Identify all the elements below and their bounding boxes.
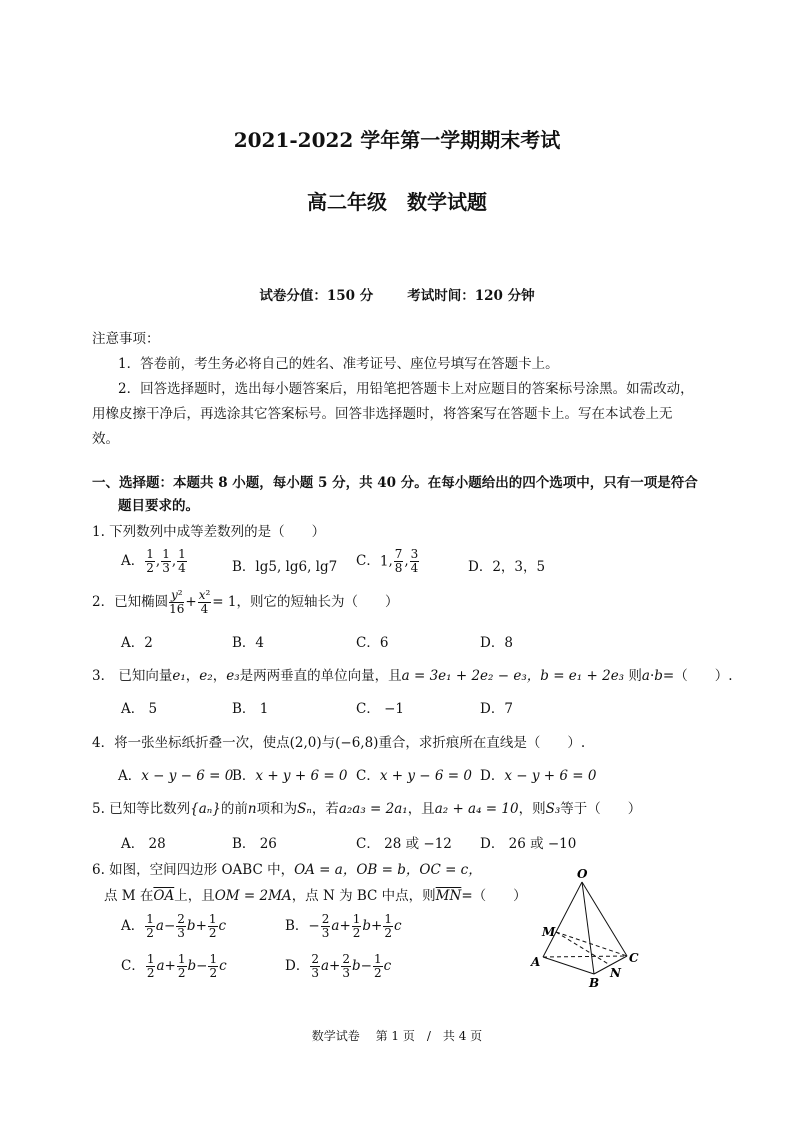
q5-option-d: D． 26 或 −10 — [480, 836, 577, 852]
section-heading-2: 题目要求的。 — [118, 498, 199, 514]
segment-mn — [556, 932, 610, 965]
q3-option-c: C． −1 — [356, 701, 405, 717]
edge-ab — [543, 957, 594, 974]
note-2a: 2．回答选择题时，选出每小题答案后，用铅笔把答题卡上对应题目的答案标号涂黑。如需改动， — [118, 381, 694, 397]
q2-option-c: C．6 — [356, 635, 389, 651]
label-o: O — [577, 867, 588, 881]
note-2c: 效。 — [92, 431, 119, 447]
score-text: 试卷分值：150 分 — [259, 288, 374, 304]
q1-option-b: B．lg5, lg6, lg7 — [232, 559, 338, 575]
q6-option-d: D． $\frac{2}{3}$ a+ $\frac{2}{3}$ b− $\frac{1}{2}$ c — [285, 952, 392, 980]
q2-option-d: D．8 — [480, 635, 513, 651]
label-n: N — [610, 966, 621, 980]
q1-option-a: A． $\frac{1}{2}$ , $\frac{1}{3}$ , $\frac{1}{4}$ — [121, 547, 186, 575]
q3-option-d: D．7 — [480, 701, 513, 717]
q6-option-c: C． $\frac{1}{2}$ a+ $\frac{1}{2}$ b− $\frac{1}{2}$ c — [121, 952, 227, 980]
exam-title: 2021-2022 学年第一学期期末考试 — [233, 128, 561, 152]
q2-option-b: B．4 — [232, 635, 265, 651]
q3-option-a: A． 5 — [121, 701, 158, 717]
q5-option-b: B． 26 — [232, 836, 277, 852]
page-footer: 数学试卷 第 1 页 / 共 4 页 — [311, 1029, 483, 1043]
q2-stem: 2．已知椭圆 $\frac{\text{y²}}{16}$ + $\frac{\text{x²}}{4}$ = 1，则它的短轴长为（ ） — [92, 588, 399, 616]
notes-heading: 注意事项： — [92, 331, 160, 347]
label-c: C — [629, 951, 639, 965]
q5-option-c: C． 28 或 −12 — [356, 836, 452, 852]
exam-info — [0, 284, 794, 304]
q6-option-b: B．− $\frac{2}{3}$ a+ $\frac{1}{2}$ b+ $\frac{1}{2}$ c — [285, 912, 402, 940]
edge-oa — [543, 882, 582, 957]
tetrahedron-diagram — [525, 866, 645, 992]
exam-subtitle: 高二年级 数学试题 — [307, 190, 487, 214]
edge-oc — [582, 882, 627, 956]
q5-option-a: A． 28 — [121, 836, 166, 852]
q6-stem-1: 6. 如图，空间四边形 OABC 中，OA = a，OB = b，OC = c， — [92, 862, 482, 878]
edge-ac — [543, 956, 627, 957]
q3-stem: 3． 已知向量e₁，e₂，e₃是两两垂直的单位向量，且a = 3e₁ + 2e₂ − e₃，b = e₁ + 2e₃ 则a·b=（ ）. — [92, 668, 733, 684]
q3-option-b: B． 1 — [232, 701, 269, 717]
q4-stem: 4．将一张坐标纸折叠一次，使点(2,0)与(−6,8)重合，求折痕所在直线是（ ）. — [92, 735, 586, 751]
q5-stem: 5. 已知等比数列{aₙ}的前n项和为Sₙ，若a₂a₃ = 2a₁，且a₂ + a₄ = 10，则S₃等于（ ） — [92, 801, 642, 817]
label-b: B — [589, 976, 600, 990]
q6-stem-2: 点 M 在$\overline{OA}$上，且OM = 2MA，点 N 为 BC 中点，则$\overline{MN}=$（ ） — [104, 888, 527, 904]
label-a: A — [531, 955, 541, 969]
note-1: 1．答卷前，考生务必将自己的姓名、准考证号、座位号填写在答题卡上。 — [118, 356, 559, 372]
note-2b: 用橡皮擦干净后，再选涂其它答案标号。回答非选择题时，将答案写在答题卡上。写在本试卷上无 — [92, 406, 673, 422]
q1-option-d: D．2，3，5 — [468, 559, 546, 575]
q1-stem: 1. 下列数列中成等差数列的是（ ） — [92, 524, 326, 540]
section-heading: 一、选择题：本题共 8 小题，每小题 5 分，共 40 分。在每小题给出的四个选项中，只有一项是符合 — [92, 475, 698, 491]
q4-option-d: D．x − y + 6 = 0 — [480, 768, 597, 784]
q2-option-a: A．2 — [121, 635, 153, 651]
q4-option-a: A．x − y − 6 = 0 — [118, 768, 234, 784]
q1-option-c: C．1, $\frac{7}{8}$ , $\frac{3}{4}$ — [356, 547, 419, 575]
q4-option-c: C．x + y − 6 = 0 — [356, 768, 472, 784]
time-text: 考试时间：120 分钟 — [407, 288, 535, 304]
edge-ob — [582, 882, 594, 974]
label-m: M — [542, 925, 556, 939]
q6-option-a: A． $\frac{1}{2}$ a− $\frac{2}{3}$ b+ $\frac{1}{2}$ c — [121, 912, 227, 940]
q4-option-b: B．x + y + 6 = 0 — [232, 768, 348, 784]
